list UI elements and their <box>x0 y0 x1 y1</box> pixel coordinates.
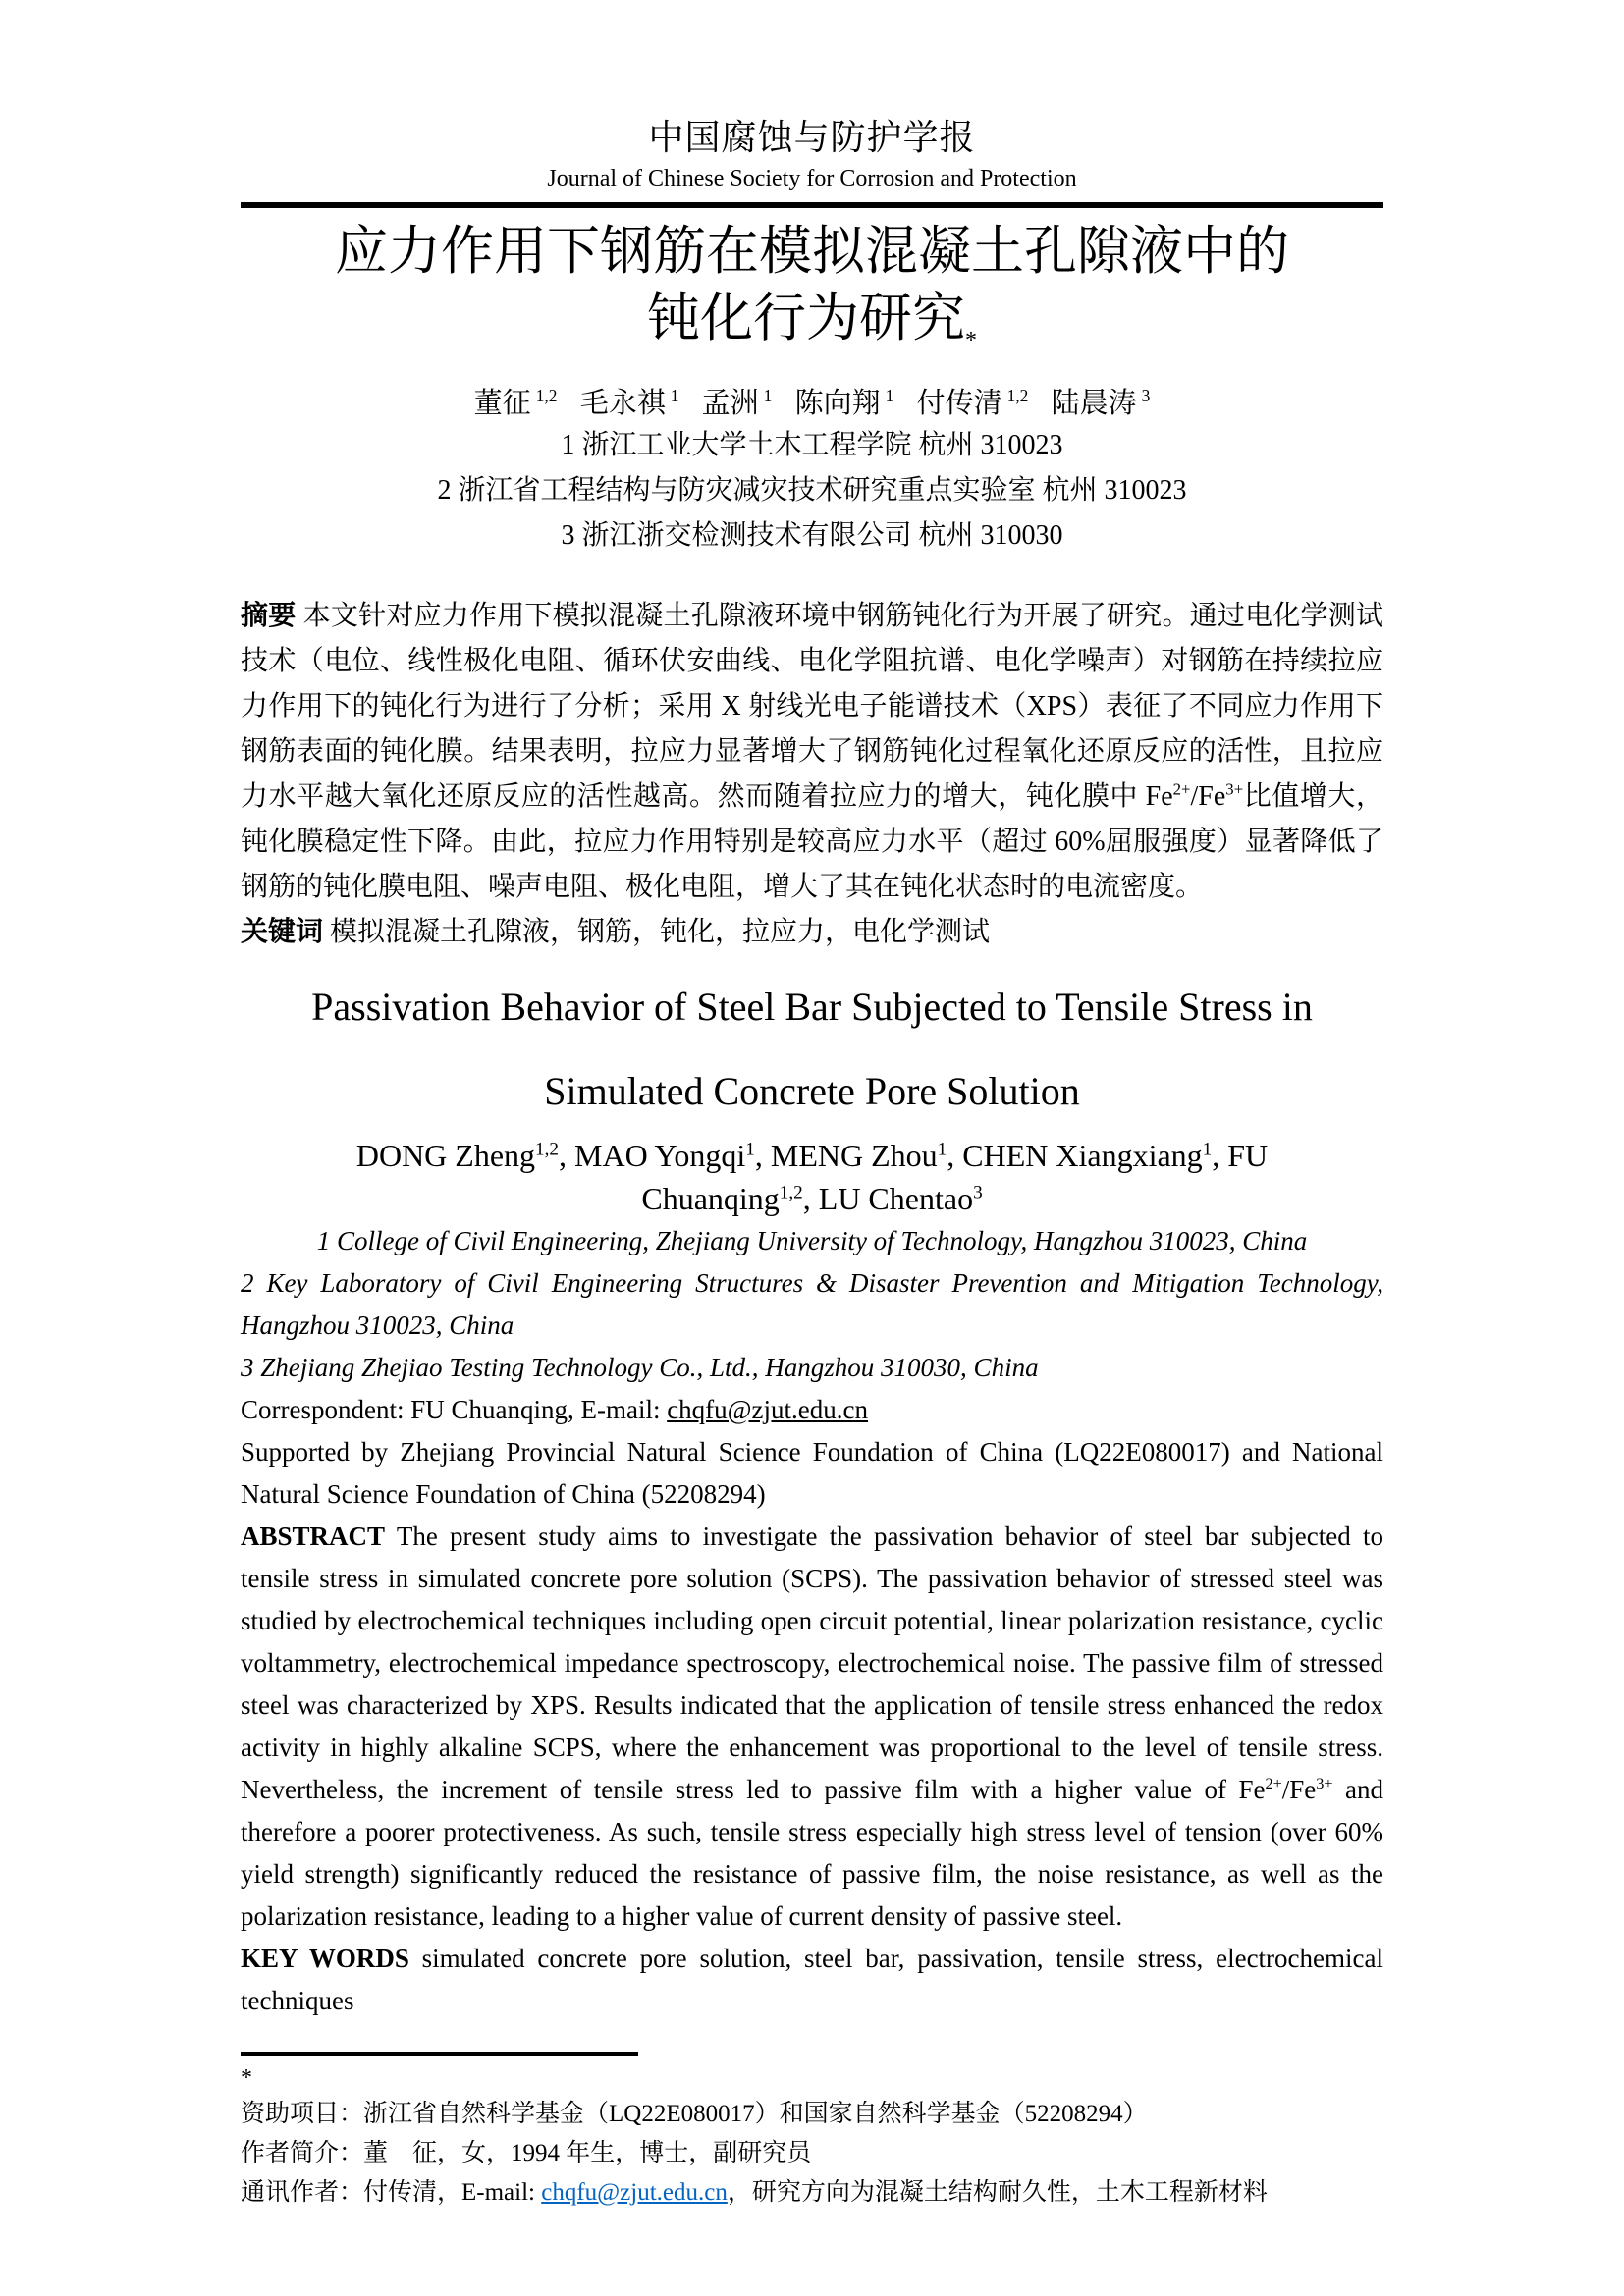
title-footnote-marker: * <box>965 327 977 353</box>
footnote-fund: 资助项目：浙江省自然科学基金（LQ22E080017）和国家自然科学基金（52208294） <box>241 2100 1148 2127</box>
fe3-superscript: 3+ <box>1225 779 1244 799</box>
supported-line: Supported by Zhejiang Provincial Natural Science Foundation of China (LQ22E080017) and National Natural Science Foundation of China (52208294) <box>241 1436 1383 1509</box>
author-cn-affil-sup: 1 <box>670 386 679 406</box>
header-rule <box>241 202 1383 208</box>
paper-title-cn-line2 <box>241 285 1383 374</box>
affiliation-cn-2: 2 浙江省工程结构与防灾减灾技术研究重点实验室 杭州 310023 <box>437 474 1187 506</box>
keywords-en <box>241 1938 1383 2022</box>
author-en <box>356 1138 574 1173</box>
author-en-affil-sup: 1 <box>937 1139 947 1160</box>
author-cn-affil-sup: 1,2 <box>535 386 558 406</box>
author-en-separator: , <box>947 1137 963 1173</box>
author-cn-name: 陆晨涛 <box>1051 387 1137 419</box>
abstract-cn-text-2: 比值增大，钝化膜稳定性下降。由此，拉应力作用特别是较高应力水平（超过 60%屈服强度）显著降低了钢筋的钝化膜电阻、噪声电阻、极化电阻，增大了其在钝化状态时的电流密度。 <box>241 780 1383 902</box>
author-en <box>962 1138 1227 1173</box>
paper-title-en <box>241 965 1383 1134</box>
author-en <box>771 1138 962 1173</box>
author-cn-name: 陈向翔 <box>794 387 881 419</box>
journal-title-en: Journal of Chinese Society for Corrosion and Protection <box>547 166 1077 191</box>
paper-title-cn-line2-text: 钝化行为研究 <box>647 289 965 347</box>
author-cn-name: 毛永祺 <box>579 387 666 419</box>
keywords-en-text: simulated concrete pore solution, steel bar, passivation, tensile stress, electrochemical techniques <box>241 1943 1383 2015</box>
abstract-en-label: ABSTRACT <box>241 1521 386 1551</box>
abstract-cn-text-mid: /Fe <box>1190 780 1226 812</box>
keywords-cn <box>241 910 1383 955</box>
footnote-marker: * <box>241 2064 252 2091</box>
author-cn <box>917 388 1029 419</box>
footnote-corr-prefix: 通讯作者：付传清，E-mail: <box>241 2178 542 2206</box>
affiliation-en-3: 3 Zhejiang Zhejiao Testing Technology Co., Ltd., Hangzhou 310030, China <box>241 1352 1039 1382</box>
fe2-superscript-en: 2+ <box>1265 1774 1282 1792</box>
footnote-email-link[interactable]: chqfu@zjut.edu.cn <box>541 2178 728 2206</box>
abstract-en-text-2: and therefore a poorer protectiveness. As such, tensile stress especially high stress level of tension (over 60% yield strength) significantly reduced the resistance of passive film, the noise resistance, as well as the polarization resistance, leading to a higher value of current density of passive steel. <box>241 1774 1384 1931</box>
author-cn-name: 付传清 <box>916 387 1002 419</box>
author-cn <box>1052 388 1151 419</box>
author-cn <box>702 388 773 419</box>
author-cn-name: 董征 <box>473 387 531 419</box>
footnote-corr-suffix: ，研究方向为混凝土结构耐久性，土木工程新材料 <box>727 2178 1268 2206</box>
footnote-correspondent <box>241 2173 1383 2213</box>
author-cn-affil-sup: 1,2 <box>1006 386 1029 406</box>
authors-en <box>306 1134 1318 1220</box>
author-en-affil-sup: 3 <box>973 1182 983 1203</box>
author-en <box>574 1138 771 1173</box>
author-en-name: DONG Zheng <box>355 1137 536 1173</box>
affiliation-cn-3: 3 浙江浙交检测技术有限公司 杭州 310030 <box>561 519 1063 551</box>
author-en-affil-sup: 1 <box>745 1139 755 1160</box>
author-en-separator: , <box>559 1137 575 1173</box>
author-en <box>819 1181 983 1216</box>
author-en-separator: , <box>754 1137 771 1173</box>
affiliations-cn <box>241 423 1383 559</box>
author-cn <box>474 388 558 419</box>
keywords-en-label: KEY WORDS <box>241 1943 409 1973</box>
affiliation-en-1: 1 College of Civil Engineering, Zhejiang University of Technology, Hangzhou 310023, China <box>316 1225 1308 1255</box>
author-cn <box>795 388 894 419</box>
author-cn-affil-sup: 3 <box>1141 386 1151 406</box>
paper-title-en-line1: Passivation Behavior of Steel Bar Subjected to Tensile Stress in <box>311 984 1313 1029</box>
author-en-name: FU Chuanqing <box>641 1137 1269 1216</box>
correspondent-line <box>241 1389 1383 1431</box>
author-cn <box>580 388 679 419</box>
fe2-superscript: 2+ <box>1172 779 1191 799</box>
author-en-name: MENG Zhou <box>770 1137 938 1173</box>
affiliation-cn-1: 1 浙江工业大学土木工程学院 杭州 310023 <box>561 429 1063 460</box>
abstract-en-text-mid: /Fe <box>1281 1774 1317 1804</box>
author-en-separator: , <box>1212 1137 1228 1173</box>
correspondent-email-link[interactable]: chqfu@zjut.edu.cn <box>667 1394 868 1424</box>
journal-title-cn: 中国腐蚀与防护学报 <box>648 118 976 157</box>
author-en-affil-sup: 1 <box>1202 1139 1213 1160</box>
author-cn-affil-sup: 1 <box>763 386 773 406</box>
abstract-cn-text-1: 本文针对应力作用下模拟混凝土孔隙液环境中钢筋钝化行为开展了研究。通过电化学测试技术（电位、线性极化电阻、循环伏安曲线、电化学阻抗谱、电化学噪声）对钢筋在持续拉应力作用下的钝化行为进行了分析；采用 X 射线光电子能谱技术（XPS）表征了不同应力作用下钢筋表面的钝化膜。结果表明，拉应力显著增大了钢筋钝化过程氧化还原反应的活性，且拉应力水平越大氧化还原反应的活性越高。然而随着拉应力的增大，钝化膜中 Fe <box>241 600 1383 812</box>
author-en-affil-sup: 1,2 <box>779 1182 803 1203</box>
fe3-superscript-en: 3+ <box>1316 1774 1333 1792</box>
author-en-name: LU Chentao <box>818 1180 974 1216</box>
paper-title-cn-line1: 应力作用下钢筋在模拟混凝土孔隙液中的 <box>335 222 1289 281</box>
footnote-bio: 作者简介：董 征，女，1994 年生，博士，副研究员 <box>241 2139 812 2166</box>
author-cn-name: 孟洲 <box>701 387 759 419</box>
affiliations-en <box>241 1220 1383 1389</box>
author-en-name: CHEN Xiangxiang <box>962 1137 1203 1173</box>
paper-title-en-line2: Simulated Concrete Pore Solution <box>544 1068 1080 1113</box>
author-cn-affil-sup: 1 <box>885 386 894 406</box>
abstract-cn-label: 摘要 <box>241 600 297 631</box>
correspondent-prefix: Correspondent: FU Chuanqing, E-mail: <box>241 1394 668 1424</box>
author-en-name: MAO Yongqi <box>574 1137 746 1173</box>
abstract-en <box>241 1516 1383 1938</box>
affiliation-en-2: 2 Key Laboratory of Civil Engineering Structures & Disaster Prevention and Mitigation Technology, Hangzhou 310023, China <box>241 1267 1383 1340</box>
authors-cn <box>241 384 1383 423</box>
abstract-en-text-1: The present study aims to investigate the passivation behavior of steel bar subjected to tensile stress in simulated concrete pore solution (SCPS). The passivation behavior of stressed steel was studied by electrochemical techniques including open circuit potential, linear polarization resistance, cyclic voltammetry, electrochemical impedance spectroscopy, electrochemical noise. The passive film of stressed steel was characterized by XPS. Results indicated that the application of tensile stress enhanced the redox activity in highly alkaline SCPS, where the enhancement was proportional to the level of tensile stress. Nevertheless, the increment of tensile stress led to passive film with a higher value of Fe <box>241 1521 1383 1804</box>
keywords-cn-text: 模拟混凝土孔隙液，钢筋，钝化，拉应力，电化学测试 <box>323 916 991 947</box>
abstract-cn <box>241 594 1383 910</box>
keywords-cn-label: 关键词 <box>241 916 324 947</box>
author-en-affil-sup: 1,2 <box>535 1139 560 1160</box>
footnote-separator <box>241 2052 638 2056</box>
author-en-separator: , <box>802 1180 819 1216</box>
paper-title-cn <box>241 218 1383 374</box>
